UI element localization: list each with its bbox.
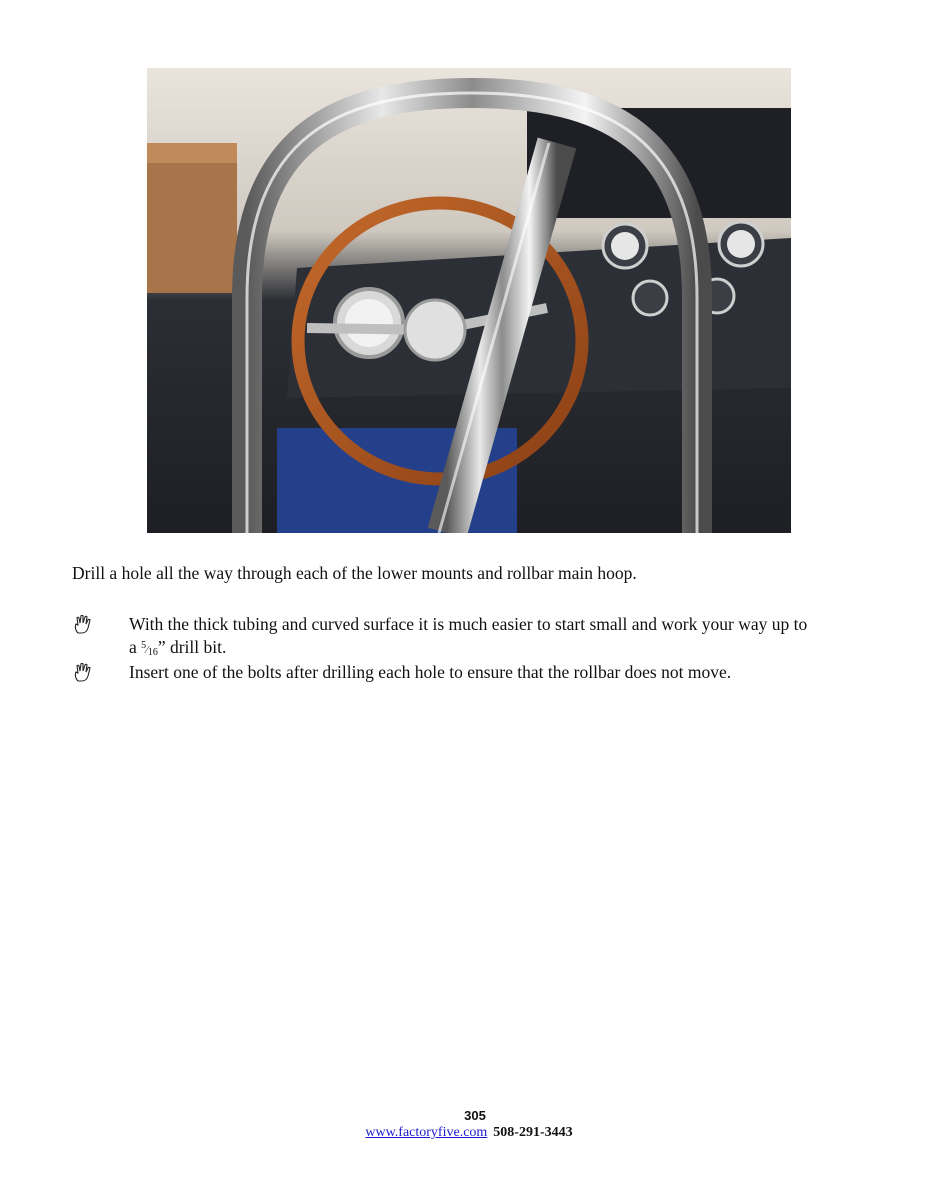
page-number: 305: [464, 1108, 486, 1123]
footer-contact: [0, 1125, 938, 1141]
rollbar-photo: [147, 68, 791, 533]
intro-paragraph: Drill a hole all the way through each of the lower mounts and rollbar main hoop.: [72, 563, 637, 583]
fraction: 5⁄16: [141, 640, 158, 658]
bullet-text-line-2: a 5⁄16” drill bit.: [129, 637, 227, 658]
hand-icon: [72, 615, 92, 635]
bullet-text-line-1: With the thick tubing and curved surface it is much easier to start small and work your way up to: [129, 614, 808, 634]
phone-number: 508-291-3443: [493, 1125, 573, 1140]
website-link[interactable]: www.factoryfive.com: [365, 1125, 488, 1140]
bullet-text: Insert one of the bolts after drilling each hole to ensure that the rollbar does not move.: [129, 662, 732, 682]
hand-icon: [72, 663, 92, 683]
